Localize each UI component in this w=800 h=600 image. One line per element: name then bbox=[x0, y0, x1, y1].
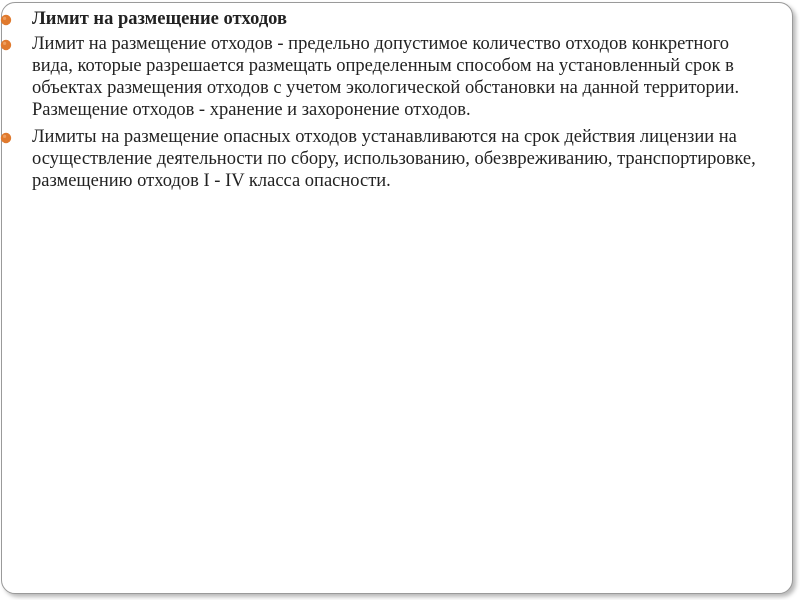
orange-circle-bullet-icon bbox=[0, 132, 12, 144]
slide-content bbox=[0, 8, 770, 197]
bullet-text: Лимит на размещение отходов bbox=[32, 9, 287, 29]
bullet-item-heading bbox=[0, 8, 770, 30]
orange-circle-bullet-icon bbox=[0, 14, 12, 26]
bullet-item-hazardous-limits bbox=[0, 126, 770, 192]
orange-circle-bullet-icon bbox=[0, 39, 12, 51]
bullet-text: Лимит на размещение отходов - предельно допустимое количество отходов конкретного вида, которые разрешается размещать определенным способом на установленный срок в объектах размещения отходов с учетом экологической обстановки на данной территории. Размещение отходов - хранение и захоронение отходов. bbox=[32, 34, 740, 120]
bullet-item-definition bbox=[0, 33, 770, 121]
bullet-text: Лимиты на размещение опасных отходов устанавливаются на срок действия лицензии на осуществление деятельности по сбору, использованию, обезвреживанию, транспортировке, размещению отходов I - IV класса опасности. bbox=[32, 127, 756, 191]
